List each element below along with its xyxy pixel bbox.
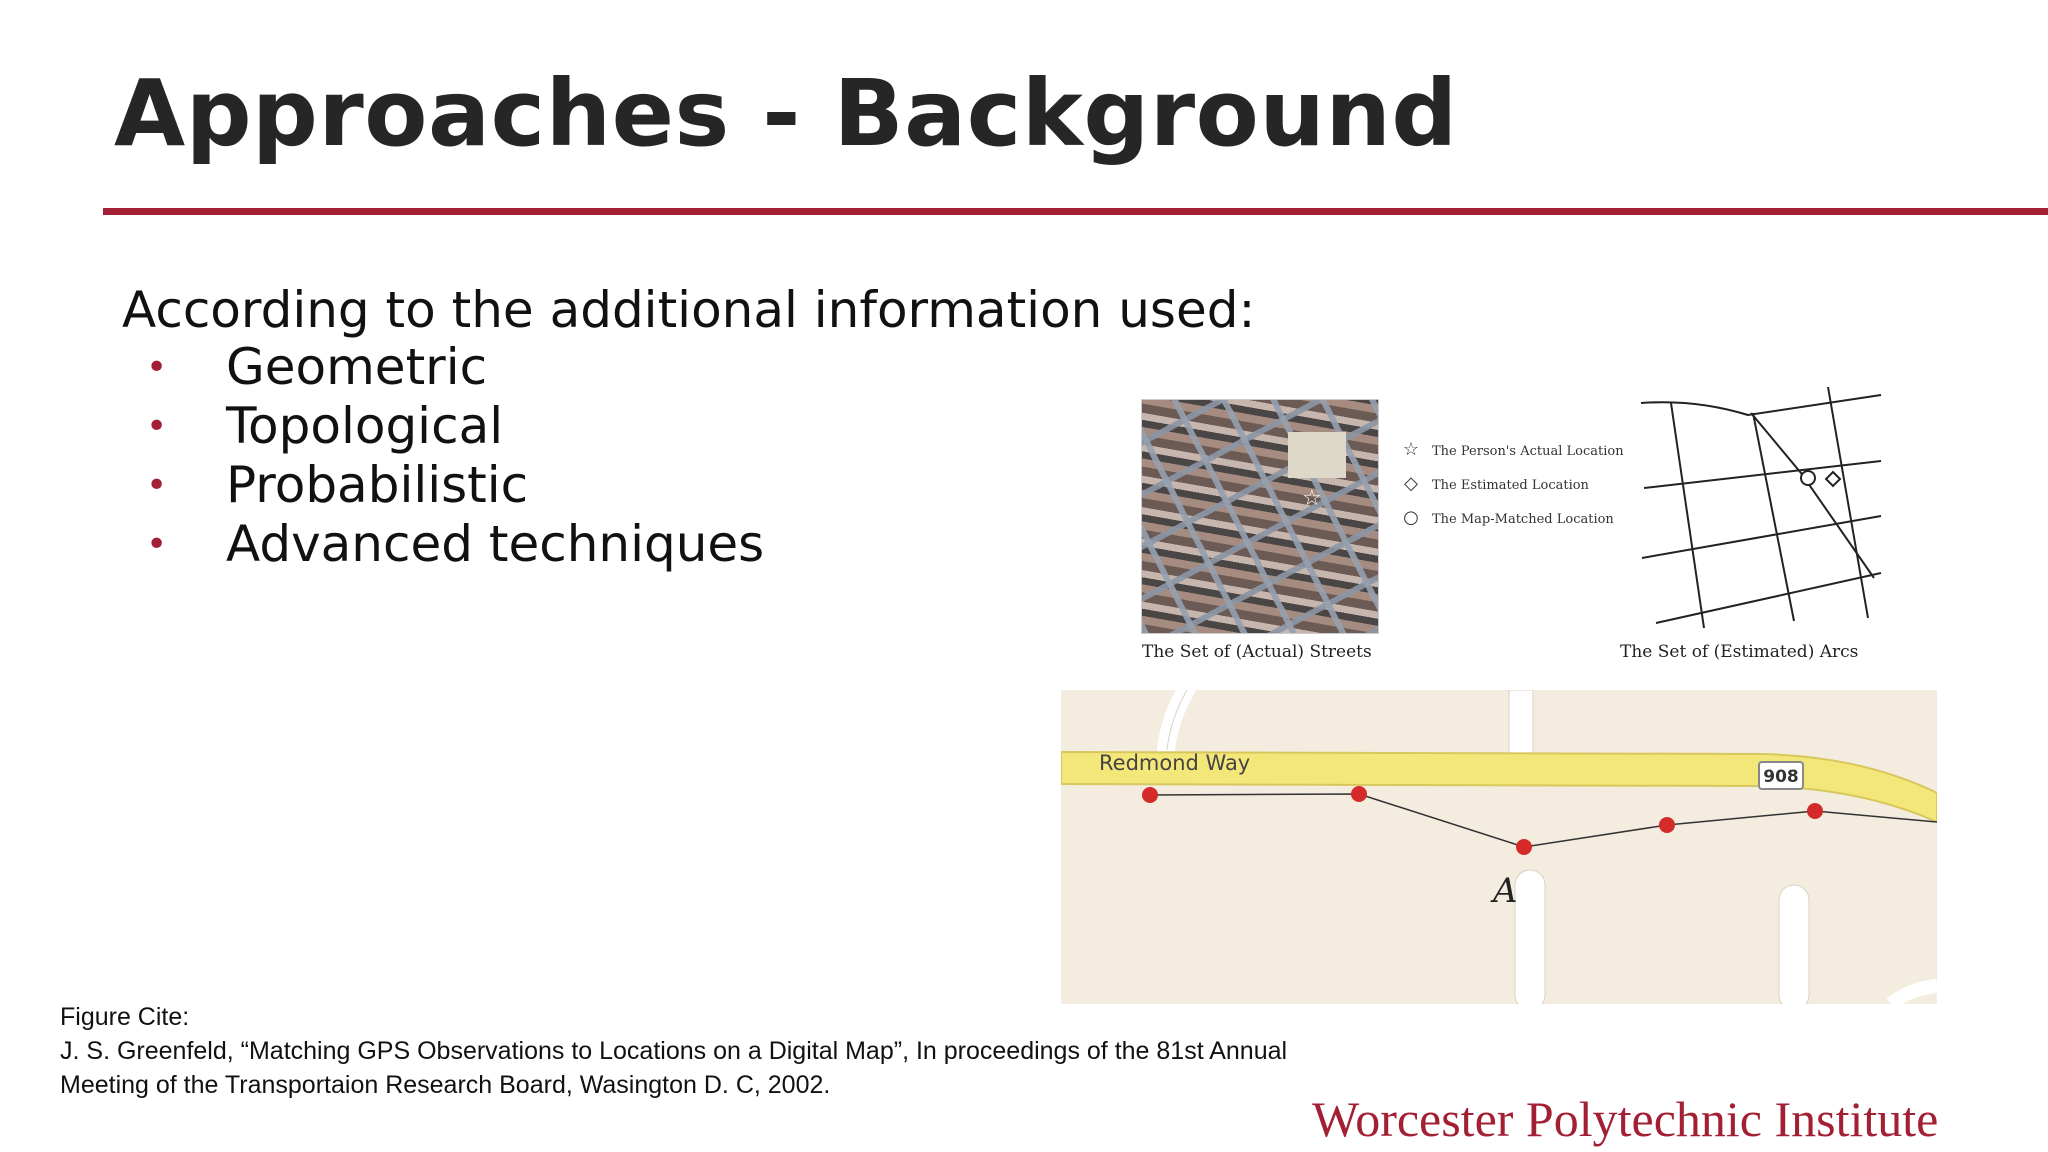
bullet-dot-icon: • — [146, 524, 168, 565]
caption-actual-streets: The Set of (Actual) Streets — [1142, 642, 1372, 662]
gps-point — [1807, 803, 1823, 819]
estimated-arcs-diagram — [1636, 383, 1886, 633]
citation-line: J. S. Greenfeld, “Matching GPS Observations to Locations on a Digital Map”, In proceedings of the 81st Annual — [60, 1037, 1288, 1065]
side-street — [1515, 870, 1545, 1004]
institution-footer: Worcester Polytechnic Institute — [1312, 1091, 1939, 1147]
gps-point — [1516, 839, 1532, 855]
street-name-label: Redmond Way — [1099, 751, 1251, 775]
diamond-icon — [1826, 472, 1840, 486]
gps-point — [1142, 787, 1158, 803]
citation-line: Meeting of the Transportaion Research Board, Wasington D. C, 2002. — [60, 1071, 831, 1099]
side-street — [1509, 690, 1533, 756]
diamond-icon: ◇ — [1404, 473, 1418, 494]
aerial-street-photo — [1141, 399, 1379, 634]
citation-heading: Figure Cite: — [60, 1003, 190, 1031]
open-lot — [1288, 432, 1346, 478]
bullet-dot-icon: • — [146, 465, 168, 506]
arc-line — [1641, 395, 1881, 415]
circle-icon: ○ — [1403, 507, 1419, 528]
arc-line — [1753, 413, 1794, 621]
arc-line — [1671, 403, 1704, 628]
gps-point — [1351, 786, 1367, 802]
marker-label: A — [1493, 871, 1518, 911]
star-icon: ☆ — [1402, 439, 1420, 460]
circle-icon — [1801, 471, 1815, 485]
caption-estimated-arcs: The Set of (Estimated) Arcs — [1620, 642, 1859, 662]
figure-citation — [60, 1000, 1287, 1102]
star-icon: ☆ — [1302, 486, 1322, 511]
route-number-label: 908 — [1763, 767, 1799, 787]
arc-line — [1656, 573, 1881, 623]
bullet-dot-icon: • — [146, 347, 168, 388]
gps-point — [1659, 817, 1675, 833]
title-divider — [103, 208, 2048, 215]
bullet-dot-icon: • — [146, 406, 168, 447]
slide-title: Approaches - Background — [114, 60, 1458, 167]
intro-text: According to the additional information used: — [122, 281, 1256, 339]
street-map — [1061, 690, 1937, 1004]
side-street — [1779, 885, 1809, 1004]
